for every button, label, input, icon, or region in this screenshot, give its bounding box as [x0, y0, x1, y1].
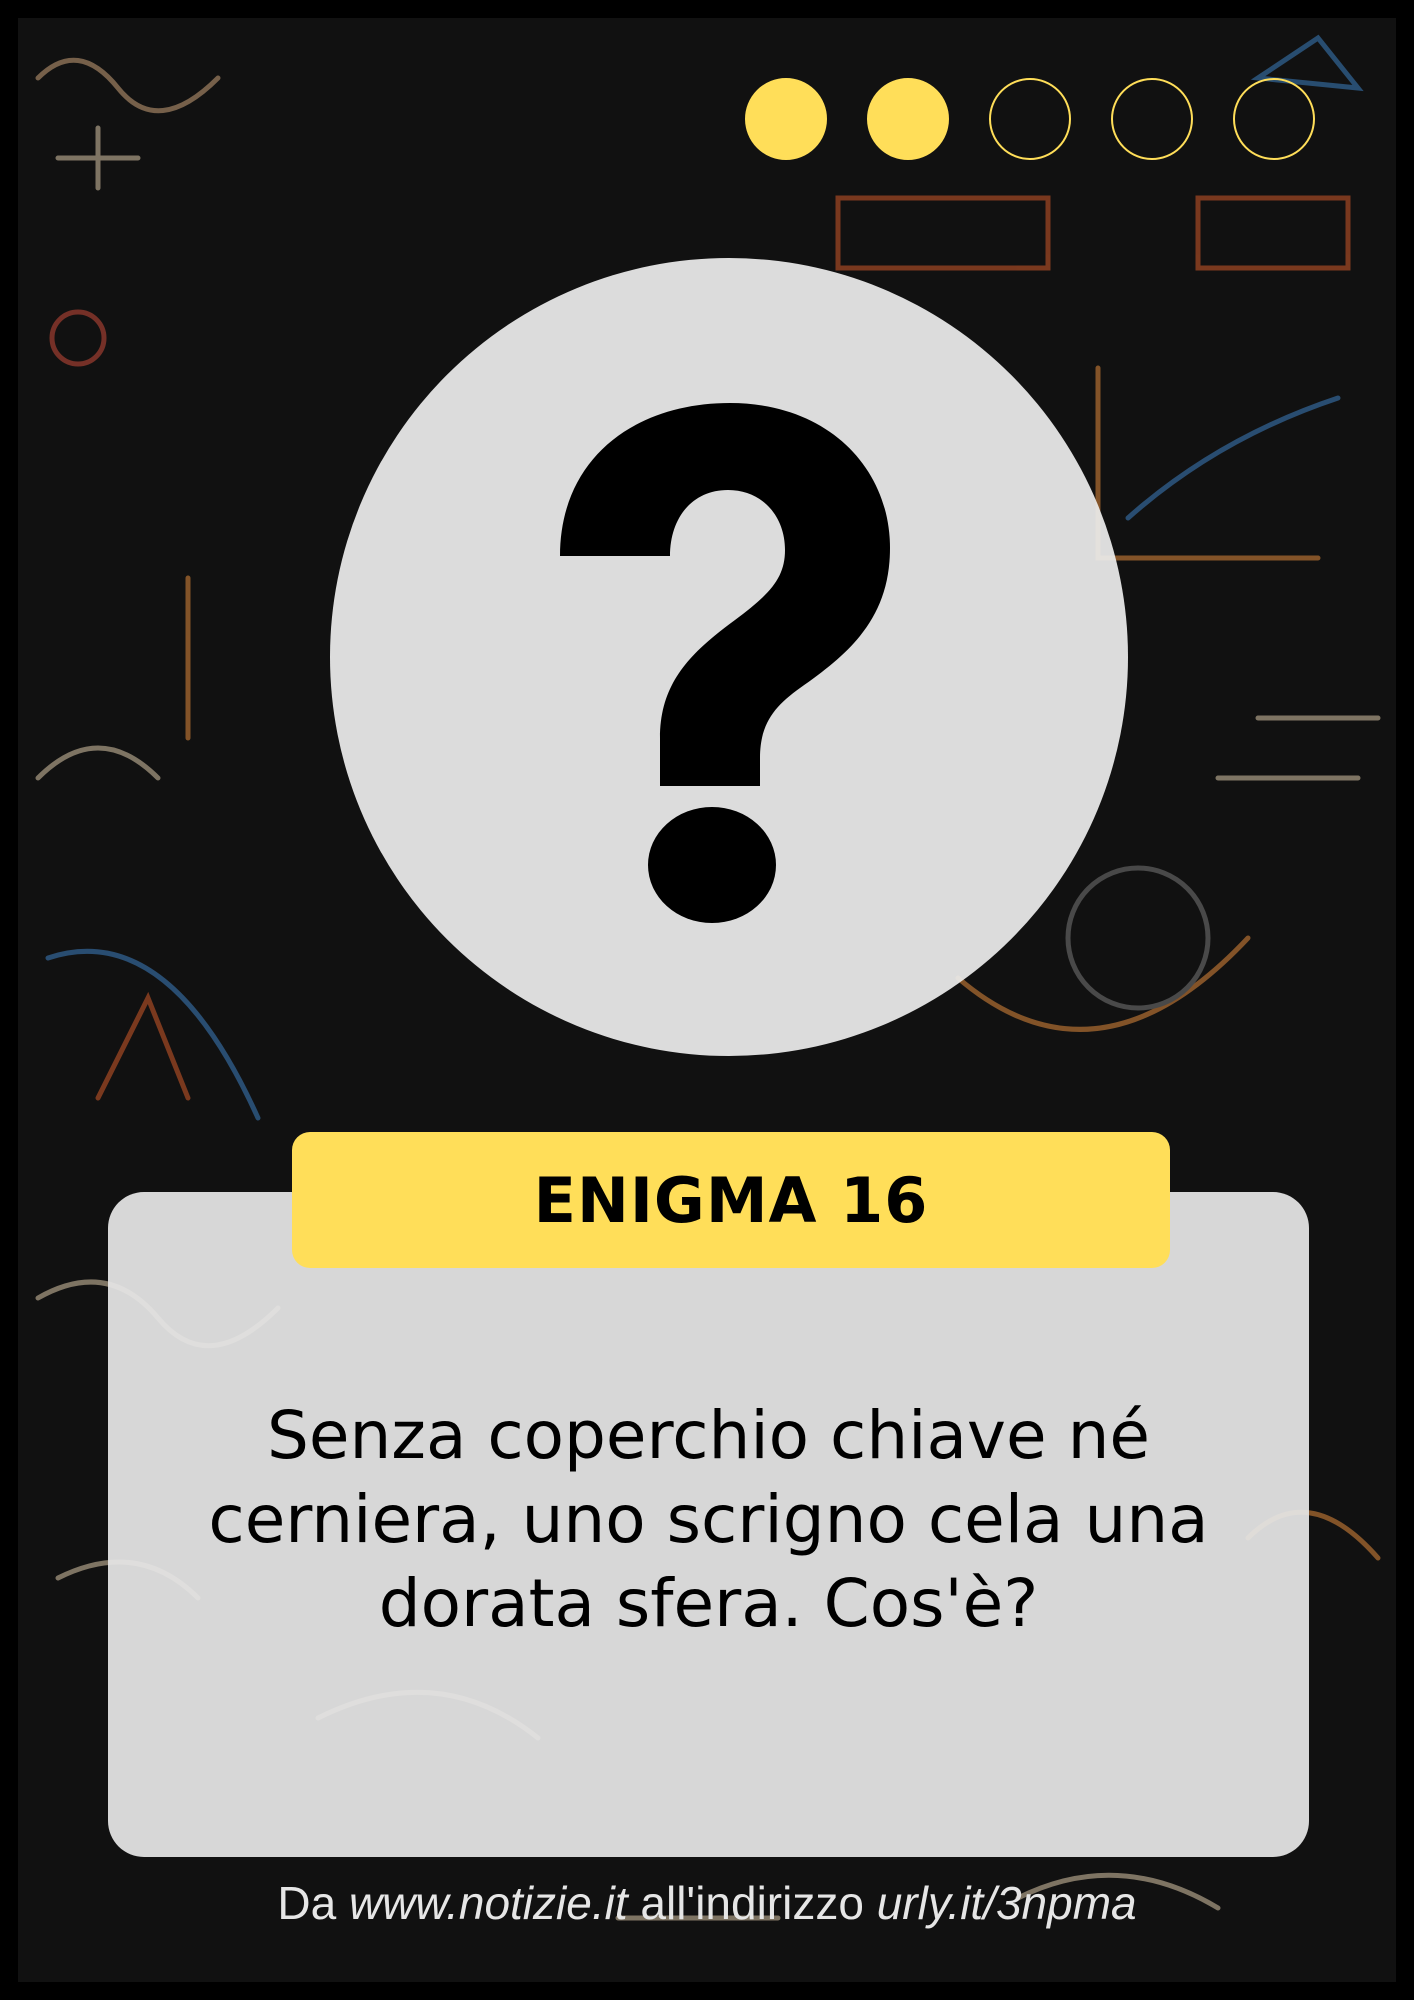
riddle-text: [168, 1394, 1249, 1646]
progress-dot-1: [745, 78, 827, 160]
title-banner: [292, 1132, 1170, 1268]
progress-dot-5: [1233, 78, 1315, 160]
footer-prefix: Da: [277, 1877, 349, 1929]
riddle-card: [18, 18, 1396, 1982]
footer-middle: all'indirizzo: [627, 1877, 877, 1929]
footer-credit: [18, 1876, 1396, 1930]
riddle-line-2: cerniera, uno scrigno cela una: [208, 1481, 1209, 1558]
footer-short-link[interactable]: urly.it/3npma: [876, 1877, 1137, 1929]
footer-site-link[interactable]: www.notizie.it: [348, 1877, 628, 1929]
progress-dot-4: [1111, 78, 1193, 160]
enigma-title: ENIGMA 16: [533, 1163, 929, 1237]
progress-dot-2: [867, 78, 949, 160]
question-mark-icon: [330, 258, 1128, 1056]
question-badge: [330, 258, 1128, 1056]
progress-dot-3: [989, 78, 1071, 160]
riddle-line-3: dorata sfera. Cos'è?: [378, 1565, 1039, 1642]
riddle-panel: [108, 1192, 1309, 1857]
progress-dots: [745, 78, 1315, 164]
riddle-line-1: Senza coperchio chiave né: [266, 1397, 1151, 1474]
